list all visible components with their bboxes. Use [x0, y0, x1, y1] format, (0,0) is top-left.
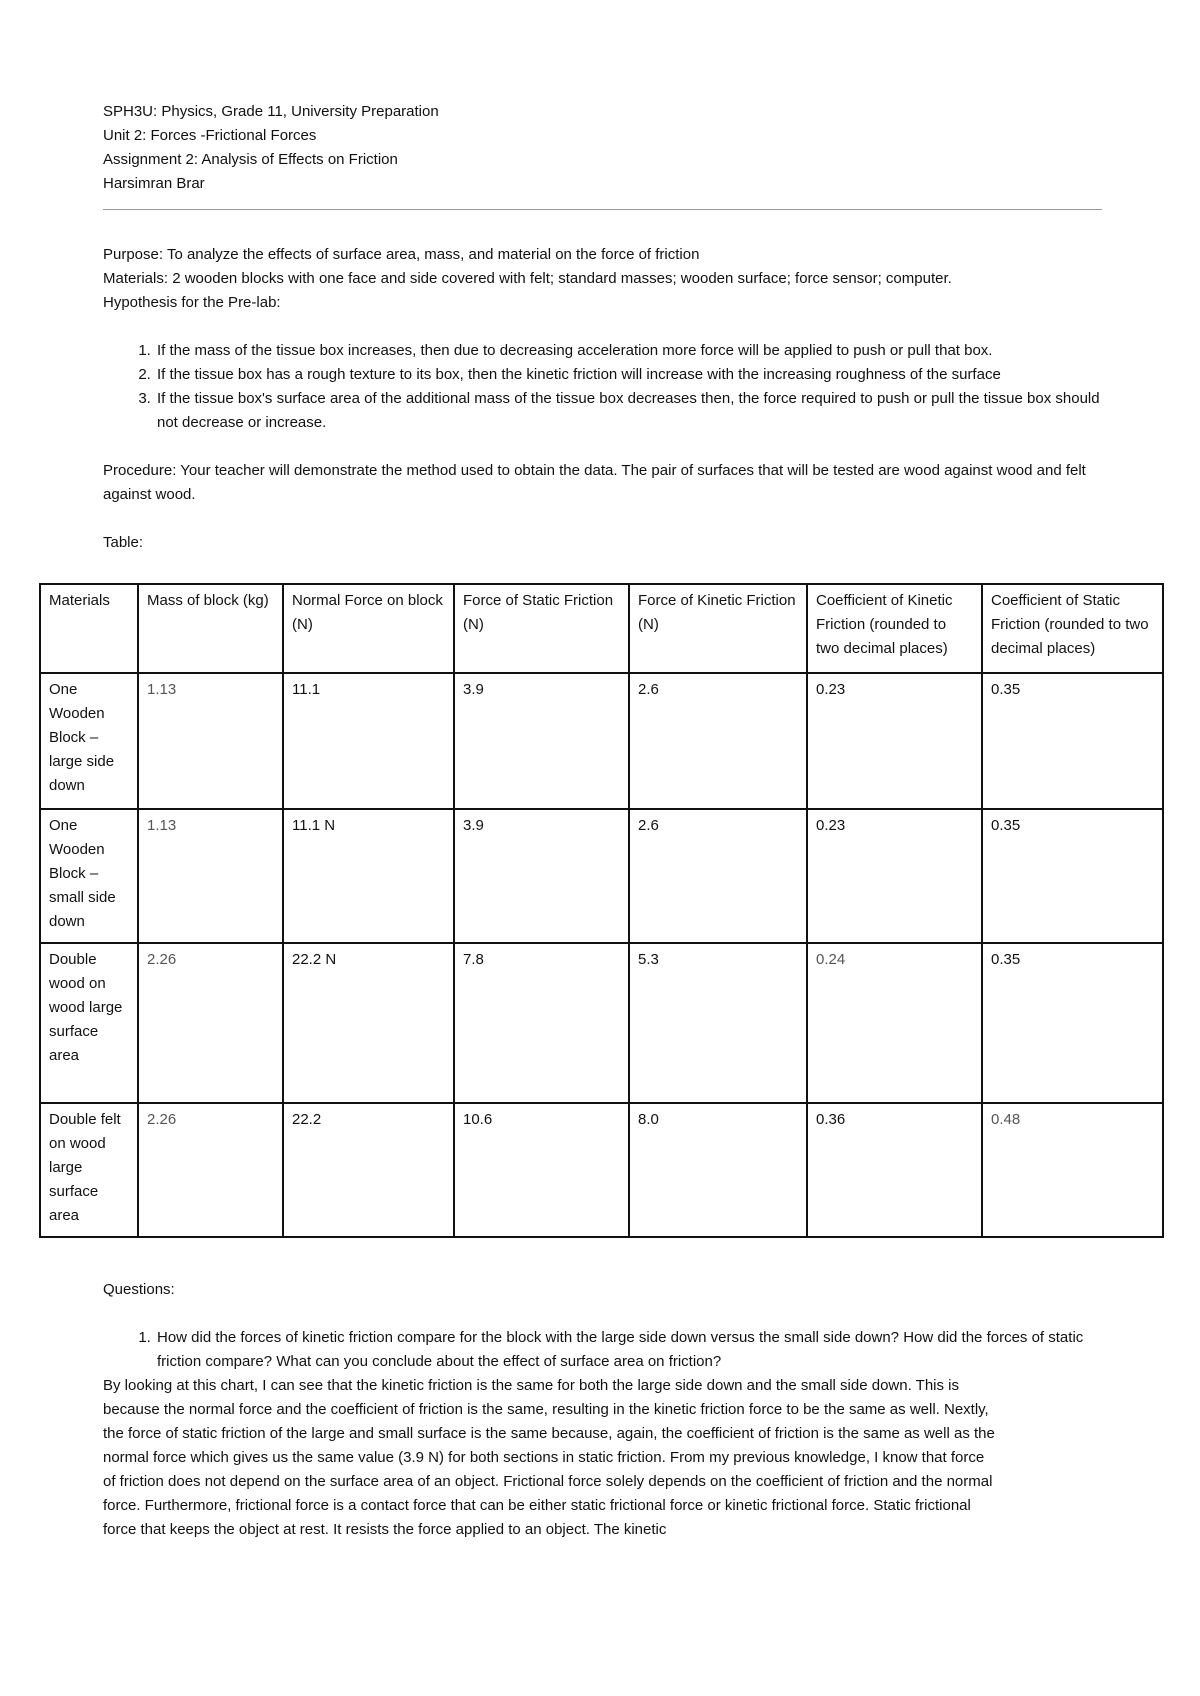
table-cell: 2.6: [629, 809, 807, 943]
purpose-paragraph: [103, 243, 1103, 267]
hypothesis-heading: [103, 291, 1103, 315]
header-cell: Coefficient of Static Friction (rounded to two decimal places): [982, 584, 1163, 673]
header-cell: Mass of block (kg): [138, 584, 283, 673]
lab-body: [103, 243, 1103, 555]
header-cell: Materials: [40, 584, 138, 673]
table-cell: 22.2: [283, 1103, 454, 1237]
table-cell: 0.35: [982, 809, 1163, 943]
table-cell: 7.8: [454, 943, 629, 1103]
assignment-title: Assignment 2: Analysis of Effects on Friction: [103, 151, 398, 168]
purpose-text: : To analyze the effects of surface area, mass, and material on the force of friction: [158, 246, 700, 263]
table-cell: One Wooden Block – large side down: [40, 673, 138, 809]
header-cell: Force of Static Friction (N): [454, 584, 629, 673]
materials-text: : 2 wooden blocks with one face and side covered with felt; standard masses; wooden surface; force sensor; computer.: [163, 270, 952, 287]
procedure-paragraph: [103, 459, 1103, 507]
header-cell: Normal Force on block (N): [283, 584, 454, 673]
table-cell: 11.1: [283, 673, 454, 809]
spacer: [103, 435, 1103, 459]
table-cell: 2.6: [629, 673, 807, 809]
table-cell: 0.23: [807, 673, 982, 809]
purpose-label: Purpose: [103, 246, 159, 263]
document-header: [103, 100, 439, 196]
questions-list: [103, 1326, 1103, 1374]
table-cell: 11.1 N: [283, 809, 454, 943]
table-cell: 0.35: [982, 943, 1163, 1103]
hypothesis-item: 3. If the tissue box's surface area of the additional mass of the tissue box decreases then, the force required to push or pull the tissue box should not decrease or increase.: [155, 387, 1103, 435]
questions-section: [103, 1278, 1103, 1542]
spacer: [103, 507, 1103, 531]
table-cell: 0.48: [982, 1103, 1163, 1237]
hypothesis-item: 1. If the mass of the tissue box increases, then due to decreasing acceleration more force will be applied to push or pull that box.: [155, 339, 1103, 363]
header-divider: [103, 209, 1102, 210]
questions-title: Questions:: [103, 1281, 175, 1298]
header-cell: Coefficient of Kinetic Friction (rounded to two decimal places): [807, 584, 982, 673]
table-cell: 2.26: [138, 1103, 283, 1237]
table-row: [40, 809, 1163, 943]
answer-paragraph: By looking at this chart, I can see that the kinetic friction is the same for both the large side down and the small side down. This is because the normal force and the coefficient of friction is the same, resulting in the kinetic friction force to be the same as well. Nextly, the force of static friction of the large and small surface is the same because, again, the coefficient of friction is the same as well as the normal force which gives us the same value (3.9 N) for both sections in static friction. From my previous knowledge, I know that force of friction does not depend on the surface area of an object. Frictional force solely depends on the coefficient of friction and the normal force. Furthermore, frictional force is a contact force that can be either static frictional force or kinetic frictional force. Static frictional force that keeps the object at rest. It resists the force applied to an object. The kinetic: [103, 1377, 995, 1538]
author-name: Harsimran Brar: [103, 175, 205, 192]
table-cell: 0.36: [807, 1103, 982, 1237]
table-cell: One Wooden Block – small side down: [40, 809, 138, 943]
materials-label: Materials: [103, 270, 164, 287]
table-row: [40, 943, 1163, 1103]
table-cell: Double wood on wood large surface area: [40, 943, 138, 1103]
spacer: [103, 315, 1103, 339]
procedure-text: : Your teacher will demonstrate the method used to obtain the data. The pair of surfaces that will be tested are wood against wood and felt against wood.: [103, 462, 1086, 503]
table-heading: [103, 531, 1103, 555]
hypothesis-suffix: :: [276, 294, 281, 311]
table-label-suffix: :: [138, 534, 144, 551]
table-cell: 1.13: [138, 673, 283, 809]
hypothesis-label: Hypothesis for the Pre-lab: [103, 294, 277, 311]
table-row: [40, 673, 1163, 809]
table-cell: 5.3: [629, 943, 807, 1103]
table-cell: 8.0: [629, 1103, 807, 1237]
table-cell: 10.6: [454, 1103, 629, 1237]
question-item: 1. How did the forces of kinetic friction compare for the block with the large side down versus the small side down? How did the forces of static friction compare? What can you conclude about the effect of surface area on friction?: [155, 1326, 1103, 1374]
table-label: Table: [103, 534, 139, 551]
course-title: SPH3U: Physics, Grade 11, University Preparation: [103, 103, 439, 120]
hypothesis-list: [103, 339, 1103, 435]
hypothesis-item: 2. If the tissue box has a rough texture to its box, then the kinetic friction will increase with the increasing roughness of the surface: [155, 363, 1103, 387]
table-cell: 3.9: [454, 673, 629, 809]
table-cell: 0.24: [807, 943, 982, 1103]
procedure-label: Procedure: [103, 462, 173, 479]
table-cell: 1.13: [138, 809, 283, 943]
spacer: [103, 1302, 1103, 1326]
table-cell: 0.35: [982, 673, 1163, 809]
table-cell: 22.2 N: [283, 943, 454, 1103]
unit-title: Unit 2: Forces -Frictional Forces: [103, 127, 317, 144]
table-header-row: [40, 584, 1163, 673]
table-row: [40, 1103, 1163, 1237]
results-table-wrapper: [39, 583, 1164, 1238]
table-cell: Double felt on wood large surface area: [40, 1103, 138, 1237]
header-cell: Force of Kinetic Friction (N): [629, 584, 807, 673]
table-cell: 2.26: [138, 943, 283, 1103]
results-table: [39, 583, 1164, 1238]
table-cell: 0.23: [807, 809, 982, 943]
table-cell: 3.9: [454, 809, 629, 943]
materials-paragraph: [103, 267, 1103, 291]
